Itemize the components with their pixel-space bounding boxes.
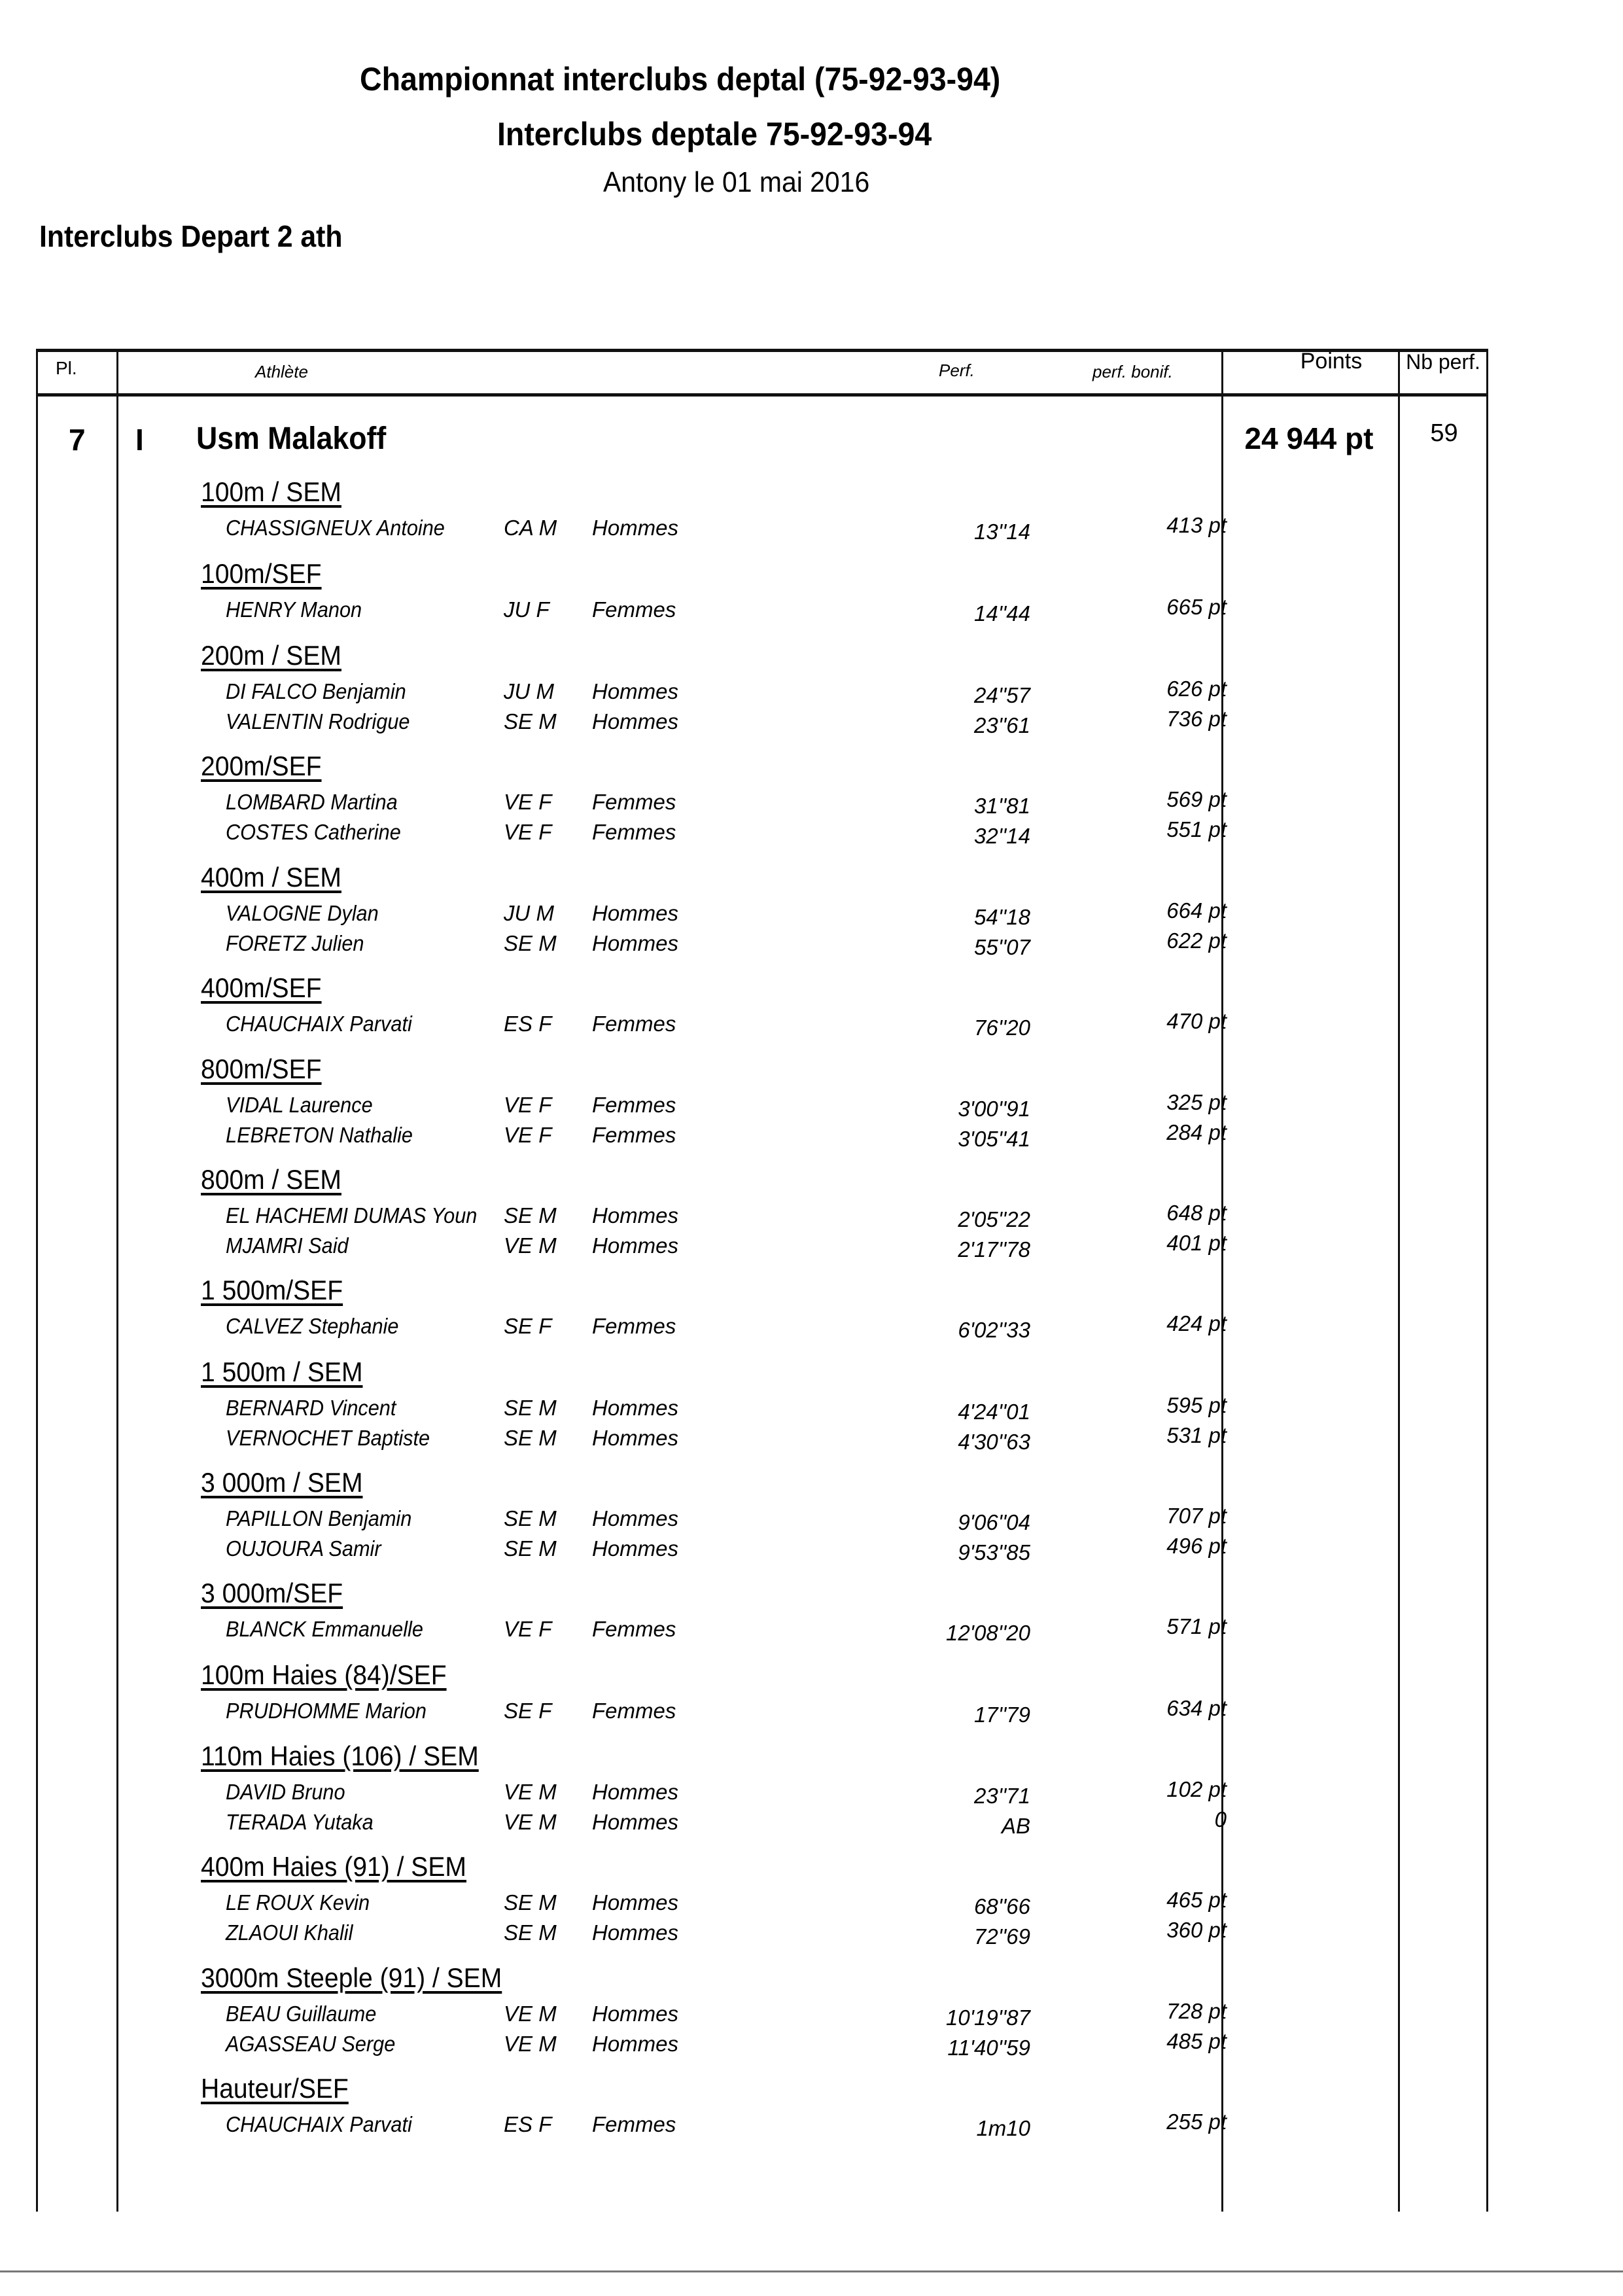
athlete-points: 551 pt	[1166, 817, 1227, 841]
athlete-category: SE M	[504, 1203, 557, 1227]
athlete-performance: 55''07	[973, 935, 1030, 959]
athlete-row	[36, 1999, 1488, 2032]
athlete-gender: Hommes	[592, 2002, 679, 2026]
athlete-gender: Hommes	[592, 1890, 679, 1915]
athlete-category: SE M	[504, 709, 557, 733]
athlete-gender: Hommes	[592, 901, 679, 925]
athlete-gender: Femmes	[592, 2112, 676, 2136]
athlete-gender: Hommes	[592, 1203, 679, 1227]
athlete-row	[36, 597, 1488, 627]
athlete-gender: Hommes	[592, 1426, 679, 1450]
athlete-points: 531 pt	[1166, 1423, 1227, 1447]
athlete-row	[36, 1090, 1488, 1123]
athlete-category: VE F	[504, 1123, 552, 1147]
athlete-name: BEAU Guillaume	[226, 2002, 377, 2026]
athlete-points: 569 pt	[1166, 787, 1227, 811]
athlete-name: PRUDHOMME Marion	[226, 1699, 427, 1723]
athlete-name: CHASSIGNEUX Antoine	[226, 516, 445, 540]
location-date: Antony le 01 mai 2016	[603, 166, 870, 198]
athlete-category: VE F	[504, 1093, 552, 1117]
results-table	[36, 349, 1488, 2212]
athlete-name: DAVID Bruno	[226, 1780, 345, 1804]
athlete-row	[36, 1203, 1488, 1233]
athlete-row	[36, 1506, 1488, 1536]
athlete-performance: 12'08''20	[945, 1621, 1030, 1645]
col-header-nb-perf: Nb perf.	[1406, 350, 1480, 374]
athlete-performance: 3'00''91	[958, 1097, 1030, 1121]
athlete-name: CHAUCHAIX Parvati	[226, 1012, 412, 1036]
club-total-points: 24 944 pt	[1244, 421, 1374, 455]
athlete-gender: Hommes	[592, 931, 679, 955]
athlete-row	[36, 1890, 1488, 1920]
athlete-gender: Femmes	[592, 1123, 676, 1147]
athlete-gender: Hommes	[592, 1506, 679, 1530]
athlete-points: 707 pt	[1166, 1504, 1227, 1528]
athlete-performance: 6'02''33	[958, 1318, 1030, 1342]
athlete-gender: Hommes	[592, 1396, 679, 1420]
athlete-category: SE F	[504, 1314, 552, 1338]
athlete-points: 284 pt	[1166, 1120, 1227, 1144]
athlete-name: VIDAL Laurence	[226, 1093, 373, 1117]
athlete-gender: Femmes	[592, 1012, 676, 1036]
athlete-category: VE F	[504, 820, 552, 844]
athlete-category: VE M	[504, 1780, 557, 1804]
athlete-category: ES F	[504, 2112, 552, 2136]
athlete-points: 360 pt	[1166, 1918, 1227, 1942]
event-title: 3000m Steeple (91) / SEM	[201, 1962, 502, 1993]
athlete-row	[36, 817, 1488, 850]
athlete-performance: 13''14	[973, 520, 1030, 544]
athlete-name: AGASSEAU Serge	[226, 2032, 396, 2056]
athlete-performance: 9'06''04	[958, 1510, 1030, 1534]
athlete-row	[36, 1777, 1488, 1810]
athlete-name: DI FALCO Benjamin	[226, 679, 406, 703]
athlete-name: ZLAOUI Khalil	[226, 1920, 353, 1945]
athlete-performance: 32''14	[973, 824, 1030, 848]
col-header-athlete: Athlète	[255, 362, 308, 381]
athlete-gender: Femmes	[592, 820, 676, 844]
header-bottom-border	[36, 393, 1488, 397]
page-bottom-edge	[0, 2270, 1623, 2272]
athlete-points: 413 pt	[1166, 513, 1227, 537]
athlete-row	[36, 1614, 1488, 1647]
athlete-row	[36, 1920, 1488, 1951]
athlete-row	[36, 1696, 1488, 1729]
athlete-row	[36, 1536, 1488, 1566]
event-title: 3 000m/SEF	[201, 1578, 343, 1608]
athlete-performance: 76''20	[973, 1016, 1030, 1040]
athlete-performance: 2'05''22	[958, 1207, 1030, 1231]
athlete-category: VE M	[504, 1233, 557, 1258]
athlete-performance: 54''18	[973, 905, 1030, 929]
athlete-category: VE M	[504, 2002, 557, 2026]
athlete-name: VALOGNE Dylan	[226, 901, 379, 925]
athlete-name: LOMBARD Martina	[226, 790, 398, 814]
athlete-category: SE M	[504, 1396, 557, 1420]
athlete-category: JU F	[504, 597, 550, 622]
athlete-points: 496 pt	[1166, 1534, 1227, 1558]
athlete-points: 595 pt	[1166, 1393, 1227, 1417]
athlete-points: 571 pt	[1166, 1614, 1227, 1638]
col-header-points: Points	[1300, 349, 1363, 374]
athlete-name: FORETZ Julien	[226, 931, 364, 955]
event-title: Hauteur/SEF	[201, 2073, 349, 2104]
athlete-name: COSTES Catherine	[226, 820, 401, 844]
document-subtitle: Interclubs deptale 75-92-93-94	[497, 116, 932, 152]
athlete-performance: 23''61	[973, 713, 1030, 737]
athlete-category: SE M	[504, 1426, 557, 1450]
athlete-category: SE M	[504, 1506, 557, 1530]
event-title: 200m / SEM	[201, 640, 341, 671]
athlete-row	[36, 898, 1488, 931]
athlete-performance: 23''71	[973, 1784, 1030, 1808]
event-title: 200m/SEF	[201, 751, 322, 781]
athlete-gender: Hommes	[592, 679, 679, 703]
athlete-performance: 31''81	[973, 794, 1030, 818]
athlete-gender: Femmes	[592, 1093, 676, 1117]
athlete-points: 648 pt	[1166, 1201, 1227, 1225]
athlete-points: 465 pt	[1166, 1888, 1227, 1912]
athlete-row	[36, 787, 1488, 820]
athlete-points: 622 pt	[1166, 928, 1227, 953]
athlete-row	[36, 2029, 1488, 2062]
athlete-performance: 4'24''01	[958, 1400, 1030, 1424]
athlete-points: 728 pt	[1166, 1999, 1227, 2023]
athlete-gender: Hommes	[592, 1233, 679, 1258]
athlete-points: 736 pt	[1166, 707, 1227, 731]
event-title: 400m / SEM	[201, 862, 341, 892]
athlete-row	[36, 513, 1488, 546]
athlete-row	[36, 1807, 1488, 1840]
athlete-name: TERADA Yutaka	[226, 1810, 374, 1834]
athlete-row	[36, 1393, 1488, 1426]
athlete-points: 401 pt	[1166, 1231, 1227, 1255]
athlete-category: VE F	[504, 1617, 552, 1641]
athlete-performance: AB	[1001, 1814, 1030, 1838]
event-title: 100m/SEF	[201, 558, 322, 589]
athlete-gender: Hommes	[592, 1536, 679, 1561]
athlete-row	[36, 709, 1488, 739]
athlete-performance: 14''44	[973, 601, 1030, 626]
club-name: Usm Malakoff	[196, 421, 387, 456]
athlete-category: SE M	[504, 1920, 557, 1945]
athlete-category: SE F	[504, 1699, 552, 1723]
athlete-gender: Femmes	[592, 1314, 676, 1338]
athlete-performance: 3'05''41	[958, 1127, 1030, 1151]
athlete-name: CALVEZ Stephanie	[226, 1314, 399, 1338]
athlete-name: CHAUCHAIX Parvati	[226, 2112, 412, 2136]
athlete-performance: 10'19''87	[945, 2005, 1030, 2030]
athlete-row	[36, 1423, 1488, 1456]
athlete-name: HENRY Manon	[226, 597, 362, 622]
athlete-points: 626 pt	[1166, 677, 1227, 701]
athlete-name: BLANCK Emmanuelle	[226, 1617, 423, 1641]
athlete-category: JU M	[504, 901, 554, 925]
event-title: 110m Haies (106) / SEM	[201, 1740, 479, 1771]
club-nb-perf: 59	[1430, 419, 1458, 447]
athlete-points: 665 pt	[1166, 595, 1227, 619]
athlete-gender: Femmes	[592, 790, 676, 814]
athlete-name: PAPILLON Benjamin	[226, 1506, 412, 1530]
athlete-gender: Hommes	[592, 1780, 679, 1804]
athlete-gender: Hommes	[592, 1810, 679, 1834]
event-title: 400m/SEF	[201, 972, 322, 1003]
athlete-row	[36, 928, 1488, 961]
athlete-performance: 4'30''63	[958, 1430, 1030, 1454]
athlete-name: LE ROUX Kevin	[226, 1890, 370, 1915]
athlete-name: MJAMRI Said	[226, 1233, 349, 1258]
athlete-performance: 24''57	[973, 683, 1030, 707]
athlete-gender: Hommes	[592, 516, 679, 540]
athlete-category: JU M	[504, 679, 554, 703]
athlete-row	[36, 679, 1488, 709]
athlete-category: SE M	[504, 931, 557, 955]
athlete-points: 0	[1214, 1807, 1227, 1831]
athlete-category: ES F	[504, 1012, 552, 1036]
athlete-row	[36, 1233, 1488, 1263]
event-title: 1 500m/SEF	[201, 1275, 343, 1305]
athlete-points: 424 pt	[1166, 1311, 1227, 1335]
athlete-points: 102 pt	[1166, 1777, 1227, 1801]
athlete-category: VE M	[504, 2032, 557, 2056]
event-title: 100m Haies (84)/SEF	[201, 1659, 447, 1690]
col-header-place: Pl.	[56, 358, 77, 378]
athlete-points: 485 pt	[1166, 2029, 1227, 2053]
athlete-row	[36, 2112, 1488, 2142]
col-header-perf-bonif: perf. bonif.	[1092, 362, 1173, 381]
athlete-performance: 1m10	[976, 2116, 1030, 2140]
athlete-points: 470 pt	[1166, 1009, 1227, 1033]
athlete-performance: 9'53''85	[958, 1540, 1030, 1564]
athlete-gender: Hommes	[592, 709, 679, 733]
athlete-row	[36, 1009, 1488, 1042]
club-place: 7	[69, 423, 86, 457]
athlete-performance: 11'40''59	[947, 2036, 1030, 2060]
event-title: 400m Haies (91) / SEM	[201, 1851, 466, 1882]
event-title: 1 500m / SEM	[201, 1356, 363, 1387]
athlete-points: 634 pt	[1166, 1696, 1227, 1720]
athlete-category: SE M	[504, 1890, 557, 1915]
col-header-perf: Perf.	[939, 361, 975, 380]
athlete-name: EL HACHEMI DUMAS Youn	[226, 1203, 478, 1227]
event-title: 100m / SEM	[201, 476, 341, 507]
athlete-points: 255 pt	[1166, 2110, 1227, 2134]
athlete-performance: 17''79	[973, 1703, 1030, 1727]
athlete-name: VERNOCHET Baptiste	[226, 1426, 430, 1450]
event-title: 3 000m / SEM	[201, 1467, 363, 1498]
athlete-row	[36, 1311, 1488, 1344]
athlete-name: BERNARD Vincent	[226, 1396, 396, 1420]
athlete-name: VALENTIN Rodrigue	[226, 709, 410, 733]
athlete-gender: Hommes	[592, 1920, 679, 1945]
athlete-name: OUJOURA Samir	[226, 1536, 381, 1561]
event-title: 800m / SEM	[201, 1164, 341, 1195]
document-title: Championnat interclubs deptal (75-92-93-94)	[360, 61, 1001, 97]
event-title: 800m/SEF	[201, 1053, 322, 1084]
athlete-row	[36, 1120, 1488, 1153]
athlete-name: LEBRETON Nathalie	[226, 1123, 413, 1147]
athlete-category: CA M	[504, 516, 557, 540]
section-title: Interclubs Depart 2 ath	[39, 219, 343, 253]
athlete-points: 325 pt	[1166, 1090, 1227, 1114]
athlete-category: VE F	[504, 790, 552, 814]
athlete-gender: Femmes	[592, 1699, 676, 1723]
athlete-performance: 68''66	[973, 1894, 1030, 1918]
club-separator: I	[135, 423, 144, 457]
athlete-gender: Femmes	[592, 1617, 676, 1641]
athlete-performance: 72''69	[973, 1924, 1030, 1949]
athlete-category: SE M	[504, 1536, 557, 1561]
athlete-gender: Femmes	[592, 597, 676, 622]
athlete-category: VE M	[504, 1810, 557, 1834]
athlete-gender: Hommes	[592, 2032, 679, 2056]
athlete-performance: 2'17''78	[958, 1237, 1030, 1262]
athlete-points: 664 pt	[1166, 898, 1227, 923]
